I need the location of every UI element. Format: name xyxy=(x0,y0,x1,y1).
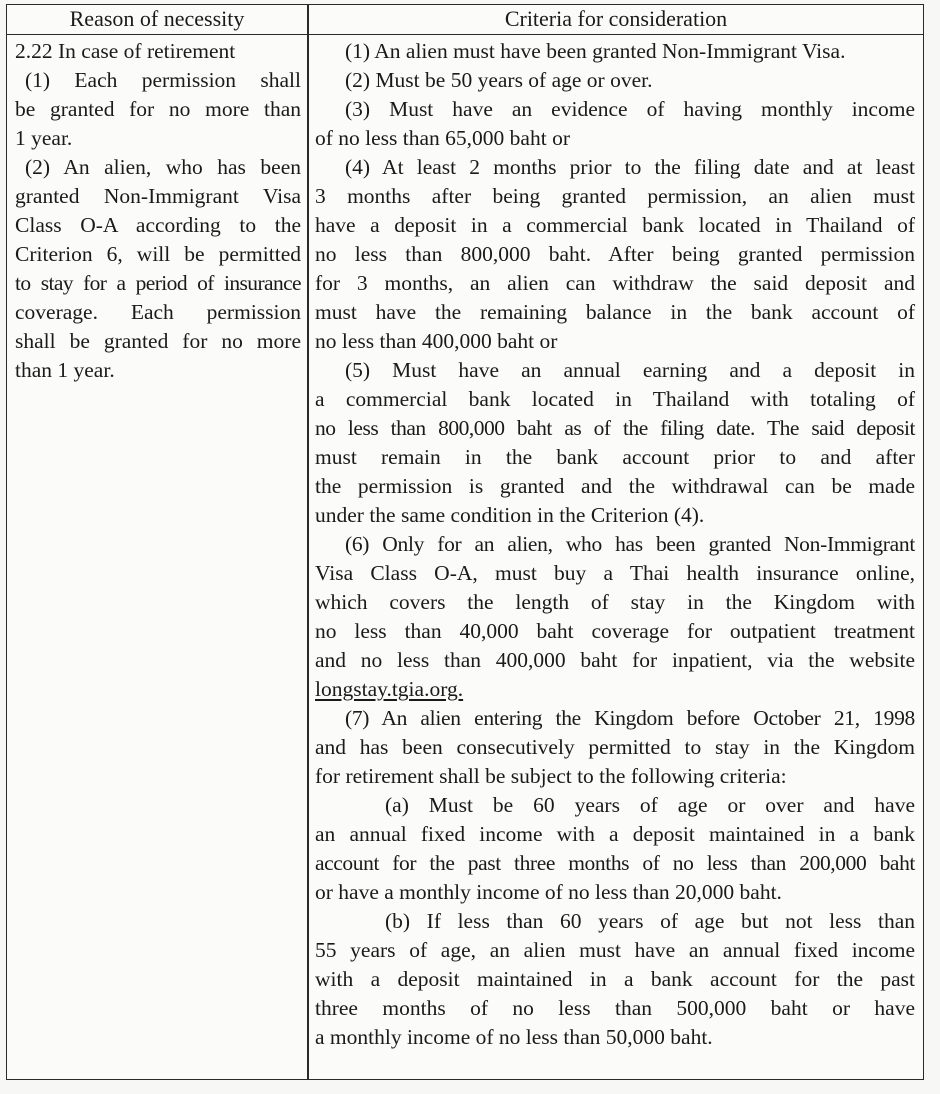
criterion-6-line xyxy=(315,675,915,704)
criterion-5-line: the permission is granted and the withdrawal can be made xyxy=(315,474,915,498)
reason-column xyxy=(15,37,301,385)
criterion-4-line: have a deposit in a commercial bank located in Thailand of xyxy=(315,213,915,237)
reason-line: (1) Each permission shall xyxy=(25,68,301,92)
reason-line: 2.22 In case of retirement xyxy=(15,39,236,63)
criterion-7-line: and has been consecutively permitted to stay in the Kingdom xyxy=(315,735,915,759)
criterion-7b-line: (b) If less than 60 years of age but not less than xyxy=(385,909,915,933)
column-divider xyxy=(307,5,309,1079)
criterion-7a-line: (a) Must be 60 years of age or over and have xyxy=(385,793,915,817)
reason-line: coverage. Each permission xyxy=(15,300,301,324)
reason-line: 1 year. xyxy=(15,126,73,150)
criterion-2-line: (2) Must be 50 years of age or over. xyxy=(345,68,653,92)
criterion-4-line: for 3 months, an alien can withdraw the said deposit and xyxy=(315,271,915,295)
criterion-4-line: must have the remaining balance in the bank account of xyxy=(315,300,915,324)
criterion-1-line: (1) An alien must have been granted Non-Immigrant Visa. xyxy=(345,39,846,63)
reason-line: to stay for a period of insurance xyxy=(15,271,301,295)
header-reason-of-necessity: Reason of necessity xyxy=(69,6,245,31)
criterion-4-line: no less than 800,000 baht. After being granted permission xyxy=(315,242,915,266)
criteria-column xyxy=(315,37,915,1052)
reason-line: shall be granted for no more xyxy=(15,329,301,353)
longstay-website-link[interactable]: longstay.tgia.org. xyxy=(315,677,464,701)
reason-line: Class O-A according to the xyxy=(15,213,301,237)
criterion-5-line: a commercial bank located in Thailand with totaling of xyxy=(315,387,915,411)
header-criteria-for-consideration: Criteria for consideration xyxy=(504,6,728,31)
criteria-table xyxy=(6,4,924,1080)
criterion-7-line: (7) An alien entering the Kingdom before October 21, 1998 xyxy=(345,706,915,730)
reason-line: than 1 year. xyxy=(15,358,115,382)
criterion-6-line: Visa Class O-A, must buy a Thai health insurance online, xyxy=(315,561,915,585)
criterion-7b-line: with a deposit maintained in a bank account for the past xyxy=(315,967,915,991)
criterion-4-line: 3 months after being granted permission, an alien must xyxy=(315,184,915,208)
reason-line: be granted for no more than xyxy=(15,97,301,121)
criterion-3-line: (3) Must have an evidence of having monthly income xyxy=(345,97,915,121)
criterion-7b-line: a monthly income of no less than 50,000 baht. xyxy=(315,1025,713,1049)
criterion-6-line: and no less than 400,000 baht for inpatient, via the website xyxy=(315,648,915,672)
criterion-7b-line: 55 years of age, an alien must have an annual fixed income xyxy=(315,938,915,962)
criterion-7a-line: an annual fixed income with a deposit maintained in a bank xyxy=(315,822,915,846)
criterion-6-line: no less than 40,000 baht coverage for outpatient treatment xyxy=(315,619,915,643)
criterion-7a-line: or have a monthly income of no less than 20,000 baht. xyxy=(315,880,782,904)
criterion-5-line: (5) Must have an annual earning and a deposit in xyxy=(345,358,915,382)
table-header-row xyxy=(7,5,923,35)
reason-line: (2) An alien, who has been xyxy=(25,155,301,179)
criterion-7-line: for retirement shall be subject to the following criteria: xyxy=(315,764,787,788)
reason-line: granted Non-Immigrant Visa xyxy=(15,184,301,208)
criterion-5-line: under the same condition in the Criterion (4). xyxy=(315,503,705,527)
criterion-5-line: must remain in the bank account prior to and after xyxy=(315,445,915,469)
criterion-6-line: which covers the length of stay in the Kingdom with xyxy=(315,590,915,614)
criterion-4-line: (4) At least 2 months prior to the filing date and at least xyxy=(345,155,915,179)
criterion-5-line: no less than 800,000 baht as of the filing date. The said deposit xyxy=(315,416,915,440)
reason-line: Criterion 6, will be permitted xyxy=(15,242,301,266)
criterion-7a-line: account for the past three months of no less than 200,000 baht xyxy=(315,851,915,875)
criterion-6-line: (6) Only for an alien, who has been granted Non-Immigrant xyxy=(345,532,915,556)
criterion-7b-line: three months of no less than 500,000 baht or have xyxy=(315,996,915,1020)
criterion-4-line: no less than 400,000 baht or xyxy=(315,329,558,353)
criterion-3-line: of no less than 65,000 baht or xyxy=(315,126,570,150)
